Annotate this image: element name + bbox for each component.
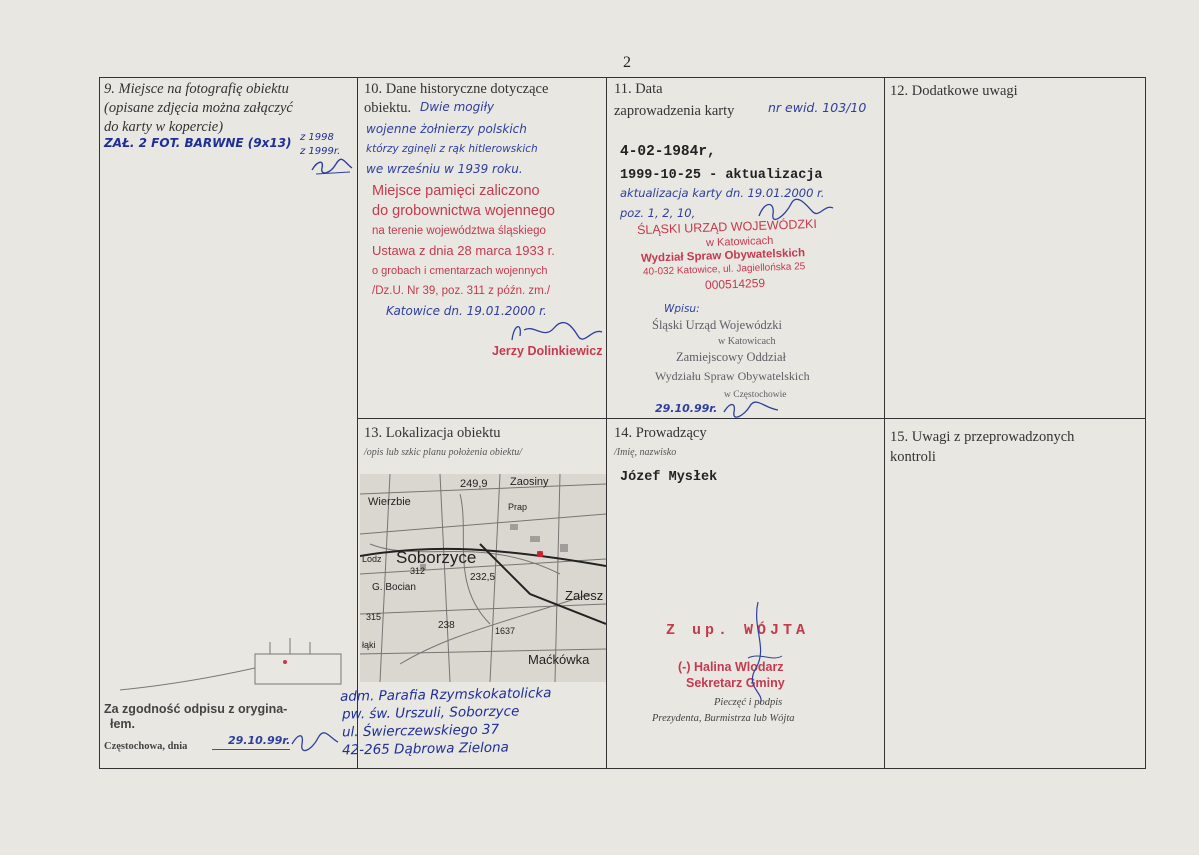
map-label-232: 232,5	[470, 572, 496, 583]
col11-heading-1: 11. Data	[614, 81, 663, 97]
col15-heading-2: kontroli	[890, 449, 936, 465]
table-border-bottom	[99, 768, 1146, 769]
col11-date-1: 4-02-1984r,	[620, 144, 716, 160]
col10-hand-line-2: wojenne żołnierzy polskich	[366, 122, 527, 136]
map-label-soborzyce: Soborzyce	[396, 548, 477, 567]
col11-gray-stamp-2: w Katowicach	[718, 336, 776, 347]
col11-gray-stamp-1: Śląski Urząd Wojewódzki	[652, 318, 782, 332]
map-label-mackowka: Maćkówka	[528, 652, 590, 667]
col10-heading-2: obiektu.	[364, 100, 412, 116]
footer-hand-date: 29.10.99r.	[228, 734, 291, 747]
footer-signature	[290, 730, 340, 752]
map-label-315: 315	[366, 612, 382, 622]
col10-signer-name: Jerzy Dolinkiewicz	[492, 344, 603, 358]
col10-hand-line-4: we wrześniu w 1939 roku.	[366, 162, 523, 176]
col14-subtitle: /Imię, nazwisko	[614, 447, 677, 458]
col11-red-stamp-1: ŚLĄSKI URZĄD WOJEWÓDZKI	[636, 216, 818, 238]
col10-stamp-line-4: Ustawa z dnia 28 marca 1933 r.	[372, 243, 555, 258]
map-label-wierzbie: Wierzbie	[368, 496, 411, 508]
col11-red-stamp-4: 40-032 Katowice, ul. Jagiellońska 25	[642, 261, 806, 278]
map-label-312: 312	[410, 566, 426, 576]
footer-stamp-sketch	[120, 638, 350, 700]
col11-hand-date: 29.10.99r.	[655, 402, 718, 415]
table-border-right	[1145, 77, 1146, 769]
footer-conformity-1: Za zgodność odpisu z orygina-	[104, 702, 288, 716]
col10-heading-1: 10. Dane historyczne dotyczące	[364, 81, 549, 97]
col10-hand-line-3: którzy zginęli z rąk hitlerowskich	[366, 143, 538, 155]
col11-red-stamp-5: 000514259	[704, 275, 766, 293]
col9-signature	[310, 156, 355, 178]
col10-stamp-line-6: /Dz.U. Nr 39, poz. 311 z późn. zm./	[372, 285, 551, 297]
col9-heading: 9. Miejsce na fotografię obiektu	[104, 81, 289, 97]
col11-hand-wpis: Wpisu:	[664, 303, 700, 315]
footer-parish-line-4: 42-265 Dąbrowa Zielona	[341, 739, 510, 759]
map-label-g-bocian: G. Bocian	[372, 582, 416, 593]
col10-hand-line-1: Dwie mogiły	[420, 100, 495, 114]
location-map	[360, 474, 606, 682]
column-divider-11-12	[884, 77, 885, 769]
col9-handwritten-year-1: z 1998	[300, 132, 334, 143]
col11-hand-ewid: nr ewid. 103/10	[768, 100, 867, 115]
table-border-left	[99, 77, 100, 769]
col9-subtitle-2: do karty w kopercie)	[104, 119, 224, 135]
col14-caption-1: Pieczęć i podpis	[714, 697, 783, 708]
map-label-lodz: Lodz	[362, 554, 382, 564]
col14-caption-2: Prezydenta, Burmistrza lub Wójta	[652, 713, 795, 724]
col13-heading: 13. Lokalizacja obiektu	[364, 425, 501, 441]
map-label-prap: Prap	[508, 502, 528, 512]
col11-gray-stamp-4: Wydziału Spraw Obywatelskich	[655, 369, 810, 383]
col11-red-stamp-3: Wydział Spraw Obywatelskich	[640, 247, 806, 265]
footer-parish-line-1: adm. Parafia Rzymskokatolicka	[339, 685, 552, 705]
col12-heading: 12. Dodatkowe uwagi	[890, 83, 1018, 99]
map-label-zalesz: Zalesz	[565, 588, 604, 603]
col11-hand-update-1: aktualizacja karty dn. 19.01.2000 r.	[620, 186, 825, 200]
map-label-1637: 1637	[495, 626, 516, 636]
col9-handwritten-photos: ZAŁ. 2 FOT. BARWNE (9x13)	[104, 136, 292, 150]
page-number: 2	[623, 54, 631, 71]
col11-heading-2: zaprowadzenia karty	[614, 103, 735, 119]
column-divider-10-11	[606, 77, 607, 769]
col14-stamp-line-3: Sekretarz Gminy	[686, 676, 785, 690]
table-border-top	[99, 77, 1146, 78]
col9-subtitle-1: (opisane zdjęcia można załączyć	[104, 100, 293, 116]
col10-stamp-line-1: Miejsce pamięci zaliczono	[372, 183, 540, 199]
col14-name: Józef Mysłek	[620, 470, 718, 485]
col11-red-stamp-2: w Katowicach	[705, 234, 774, 250]
footer-conformity-2: łem.	[110, 717, 136, 731]
footer-parish-line-3: ul. Świerczewskiego 37	[341, 721, 500, 741]
col9-handwritten-year-2: z 1999r.	[300, 146, 341, 157]
footer-parish-line-2: pw. św. Urszuli, Soborzyce	[341, 703, 520, 723]
col10-stamp-line-2: do grobownictwa wojennego	[372, 203, 555, 219]
col14-signature	[738, 598, 798, 708]
col10-stamp-line-3: na terenie województwa śląskiego	[372, 225, 546, 237]
map-label-laki: łąki	[362, 640, 376, 650]
map-label-238: 238	[438, 620, 455, 631]
col14-stamp-line-2: (-) Halina Wlodarz	[678, 660, 784, 674]
col11-gray-stamp-3: Zamiejscowy Oddział	[676, 350, 787, 364]
column-divider-9-10	[357, 77, 358, 769]
col11-date-2: 1999-10-25 - aktualizacja	[620, 168, 823, 183]
col10-stamp-line-5: o grobach i cmentarzach wojennych	[372, 265, 548, 277]
map-label-zaosiny: Zaosiny	[510, 476, 549, 488]
col14-stamp-line-1: Z up. WÓJTA	[666, 622, 810, 639]
col13-subtitle: /opis lub szkic planu położenia obiektu/	[364, 447, 523, 458]
footer-place-date: Częstochowa, dnia	[104, 741, 188, 752]
col10-hand-date: Katowice dn. 19.01.2000 r.	[386, 304, 547, 318]
col11-signature-2	[722, 400, 782, 418]
col14-heading: 14. Prowadzący	[614, 425, 707, 441]
col15-heading-1: 15. Uwagi z przeprowadzonych	[890, 429, 1075, 445]
col11-gray-stamp-5: w Częstochowie	[724, 390, 787, 400]
row-divider	[357, 418, 1146, 419]
map-label-elevation-1: 249,9	[460, 478, 488, 490]
col11-hand-update-2: poz. 1, 2, 10,	[620, 206, 696, 220]
footer-date-underline	[212, 749, 290, 750]
